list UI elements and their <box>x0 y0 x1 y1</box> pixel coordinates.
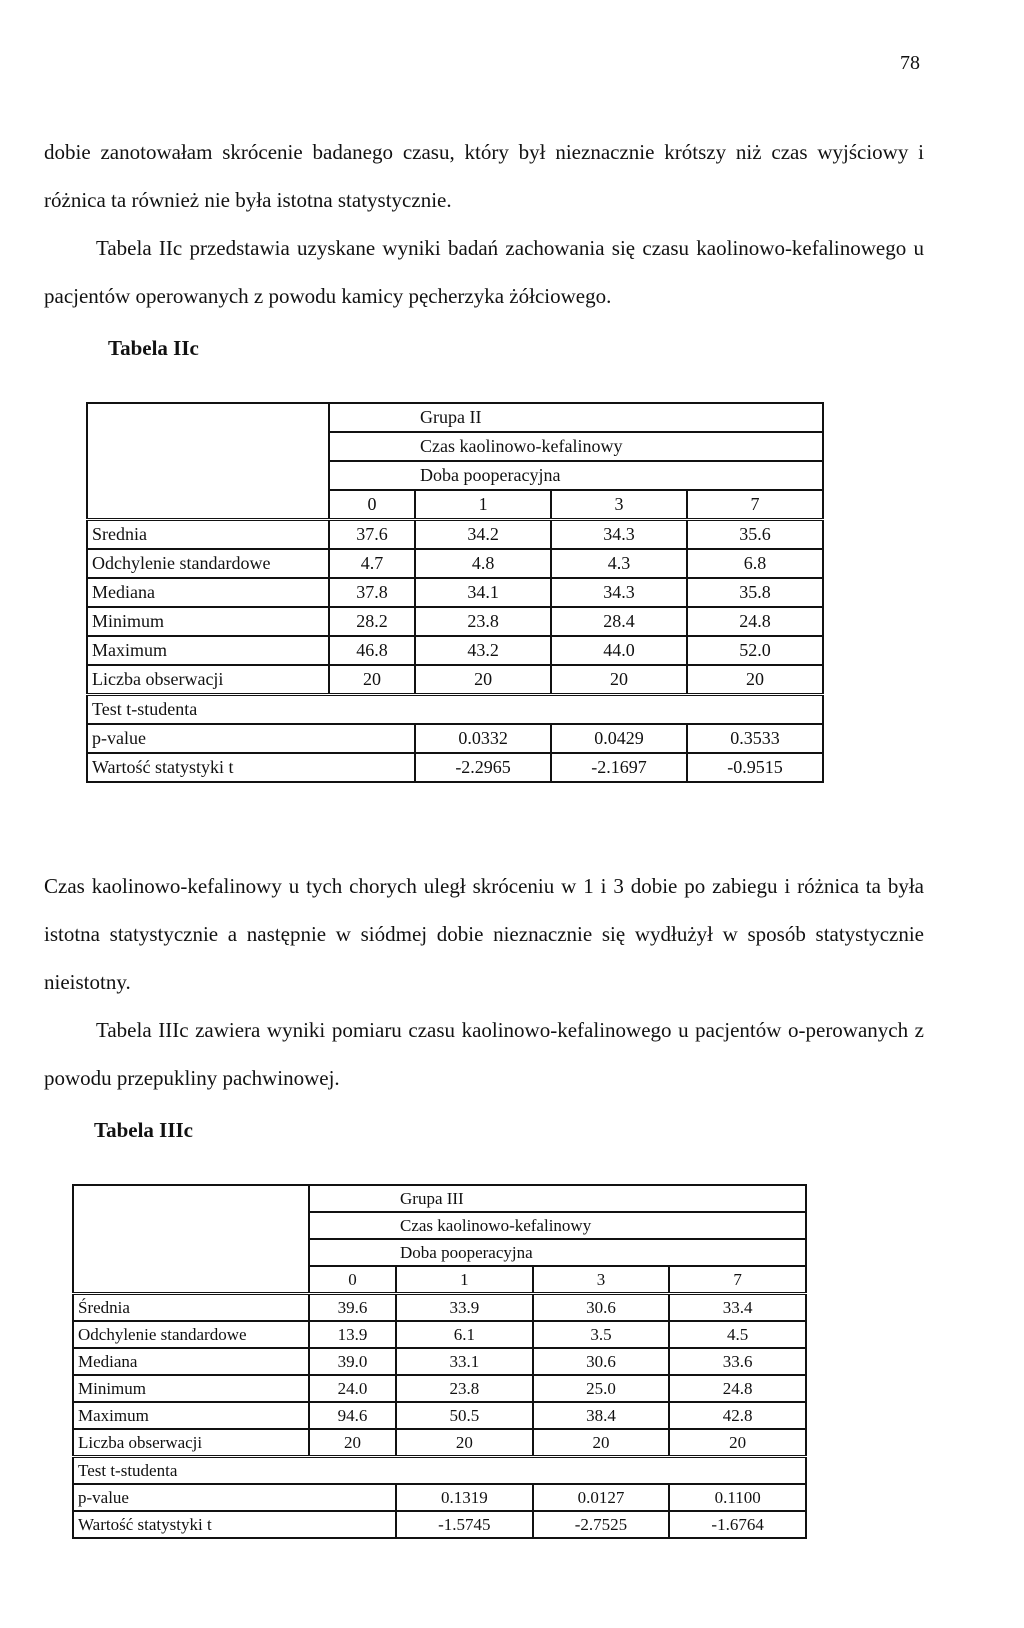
table-row <box>87 665 823 695</box>
test-label: Test t-studenta <box>73 1457 806 1485</box>
table-row <box>87 578 823 607</box>
cell-value: 24.0 <box>309 1375 396 1402</box>
day-header: 3 <box>551 490 687 520</box>
pvalue-cell: 0.0127 <box>533 1484 670 1511</box>
cell-value: 20 <box>329 665 415 695</box>
row-label: Liczba obserwacji <box>87 665 329 695</box>
cell-value: 42.8 <box>669 1402 806 1429</box>
cell-value: 30.6 <box>533 1294 670 1322</box>
cell-value: 24.8 <box>669 1375 806 1402</box>
cell-value: 20 <box>396 1429 533 1457</box>
day-header: 3 <box>533 1266 670 1294</box>
tstat-label: Wartość statystyki t <box>87 753 415 782</box>
tstat-cell: -2.1697 <box>551 753 687 782</box>
table-row <box>73 1402 806 1429</box>
pvalue-cell: 0.1100 <box>669 1484 806 1511</box>
paragraph-text: Tabela IIIc zawiera wyniki pomiaru czasu kaolinowo-kefalinowego u pacjentów o-perowanych z powodu przepukliny pachwinowej. <box>44 1018 924 1090</box>
row-label: Srednia <box>87 520 329 550</box>
cell-value: 94.6 <box>309 1402 396 1429</box>
tstat-cell: -0.9515 <box>687 753 823 782</box>
day-header: 7 <box>687 490 823 520</box>
table-iiic <box>72 1184 807 1539</box>
table-row <box>87 636 823 665</box>
tstat-cell: -1.6764 <box>669 1511 806 1538</box>
cell-value: 4.5 <box>669 1321 806 1348</box>
row-label: Minimum <box>73 1375 309 1402</box>
paragraph-intro-table-iiic <box>44 1006 924 1102</box>
row-label: Średnia <box>73 1294 309 1322</box>
cell-value: 46.8 <box>329 636 415 665</box>
cell-value: 44.0 <box>551 636 687 665</box>
tstat-cell: -2.2965 <box>415 753 551 782</box>
measure-header: Czas kaolinowo-kefalinowy <box>309 1212 806 1239</box>
table-row <box>73 1429 806 1457</box>
page-number: 78 <box>900 52 920 74</box>
cell-value: 25.0 <box>533 1375 670 1402</box>
cell-value: 50.5 <box>396 1402 533 1429</box>
table-row <box>87 753 823 782</box>
cell-value: 28.2 <box>329 607 415 636</box>
table-row <box>73 1484 806 1511</box>
cell-value: 37.8 <box>329 578 415 607</box>
pvalue-cell: 0.0332 <box>415 724 551 753</box>
row-label: Minimum <box>87 607 329 636</box>
cell-value: 39.0 <box>309 1348 396 1375</box>
measure-header: Czas kaolinowo-kefalinowy <box>329 432 823 461</box>
row-label: Odchylenie standardowe <box>87 549 329 578</box>
table-row <box>73 1457 806 1485</box>
paragraph-results-iic: Czas kaolinowo-kefalinowy u tych chorych uległ skróceniu w 1 i 3 dobie po zabiegu i różnica ta była istotna statystycznie a następnie w siódmej dobie nieznacznie się wydłużył w sposób statystycznie nieistotny. <box>44 874 924 994</box>
cell-value: 33.9 <box>396 1294 533 1322</box>
row-label: Maximum <box>87 636 329 665</box>
cell-value: 37.6 <box>329 520 415 550</box>
cell-value: 3.5 <box>533 1321 670 1348</box>
table-iic <box>86 402 824 783</box>
cell-value: 33.4 <box>669 1294 806 1322</box>
day-header: 0 <box>329 490 415 520</box>
cell-value: 20 <box>669 1429 806 1457</box>
row-label: Mediana <box>73 1348 309 1375</box>
row-label: Maximum <box>73 1402 309 1429</box>
paragraph-text: Tabela IIc przedstawia uzyskane wyniki badań zachowania się czasu kaolinowo-kefalinowego u pacjentów operowanych z powodu kamicy pęcherzyka żółciowego. <box>44 236 924 308</box>
table-row <box>87 607 823 636</box>
table-row <box>87 724 823 753</box>
pvalue-label: p-value <box>73 1484 396 1511</box>
cell-value: 20 <box>687 665 823 695</box>
table-row <box>73 1321 806 1348</box>
table-row <box>87 695 823 725</box>
cell-value: 4.8 <box>415 549 551 578</box>
row-label: Odchylenie standardowe <box>73 1321 309 1348</box>
group-header: Grupa II <box>329 403 823 432</box>
pvalue-cell: 0.3533 <box>687 724 823 753</box>
day-header: 1 <box>396 1266 533 1294</box>
cell-value: 34.3 <box>551 578 687 607</box>
cell-value: 30.6 <box>533 1348 670 1375</box>
pvalue-cell: 0.0429 <box>551 724 687 753</box>
doba-header: Doba pooperacyjna <box>309 1239 806 1266</box>
table-row <box>73 1511 806 1538</box>
cell-value: 4.3 <box>551 549 687 578</box>
table-row <box>73 1294 806 1322</box>
day-header: 0 <box>309 1266 396 1294</box>
table-corner-cell <box>87 403 329 520</box>
cell-value: 39.6 <box>309 1294 396 1322</box>
table-corner-cell <box>73 1185 309 1294</box>
paragraph-continuation: dobie zanotowałam skrócenie badanego czasu, który był nieznacznie krótszy niż czas wyjściowy i różnica ta również nie była istotna statystycznie. <box>44 140 924 212</box>
cell-value: 35.6 <box>687 520 823 550</box>
table-iiic-caption: Tabela IIIc <box>94 1118 194 1142</box>
tstat-cell: -2.7525 <box>533 1511 670 1538</box>
cell-value: 34.2 <box>415 520 551 550</box>
row-label: Mediana <box>87 578 329 607</box>
day-header: 1 <box>415 490 551 520</box>
cell-value: 38.4 <box>533 1402 670 1429</box>
cell-value: 35.8 <box>687 578 823 607</box>
doba-header: Doba pooperacyjna <box>329 461 823 490</box>
cell-value: 28.4 <box>551 607 687 636</box>
cell-value: 33.6 <box>669 1348 806 1375</box>
cell-value: 23.8 <box>396 1375 533 1402</box>
cell-value: 33.1 <box>396 1348 533 1375</box>
cell-value: 13.9 <box>309 1321 396 1348</box>
table-row <box>73 1348 806 1375</box>
cell-value: 24.8 <box>687 607 823 636</box>
cell-value: 52.0 <box>687 636 823 665</box>
cell-value: 34.1 <box>415 578 551 607</box>
table-iic-caption: Tabela IIc <box>108 336 199 360</box>
row-label: Liczba obserwacji <box>73 1429 309 1457</box>
cell-value: 6.1 <box>396 1321 533 1348</box>
cell-value: 34.3 <box>551 520 687 550</box>
table-row <box>87 520 823 550</box>
cell-value: 20 <box>415 665 551 695</box>
cell-value: 20 <box>309 1429 396 1457</box>
tstat-cell: -1.5745 <box>396 1511 533 1538</box>
group-header: Grupa III <box>309 1185 806 1212</box>
tstat-label: Wartość statystyki t <box>73 1511 396 1538</box>
paragraph-intro-table-iic <box>44 224 924 320</box>
cell-value: 23.8 <box>415 607 551 636</box>
table-row <box>73 1375 806 1402</box>
cell-value: 43.2 <box>415 636 551 665</box>
test-label: Test t-studenta <box>87 695 823 725</box>
cell-value: 6.8 <box>687 549 823 578</box>
table-row <box>87 549 823 578</box>
cell-value: 20 <box>551 665 687 695</box>
pvalue-cell: 0.1319 <box>396 1484 533 1511</box>
day-header: 7 <box>669 1266 806 1294</box>
pvalue-label: p-value <box>87 724 415 753</box>
cell-value: 20 <box>533 1429 670 1457</box>
cell-value: 4.7 <box>329 549 415 578</box>
